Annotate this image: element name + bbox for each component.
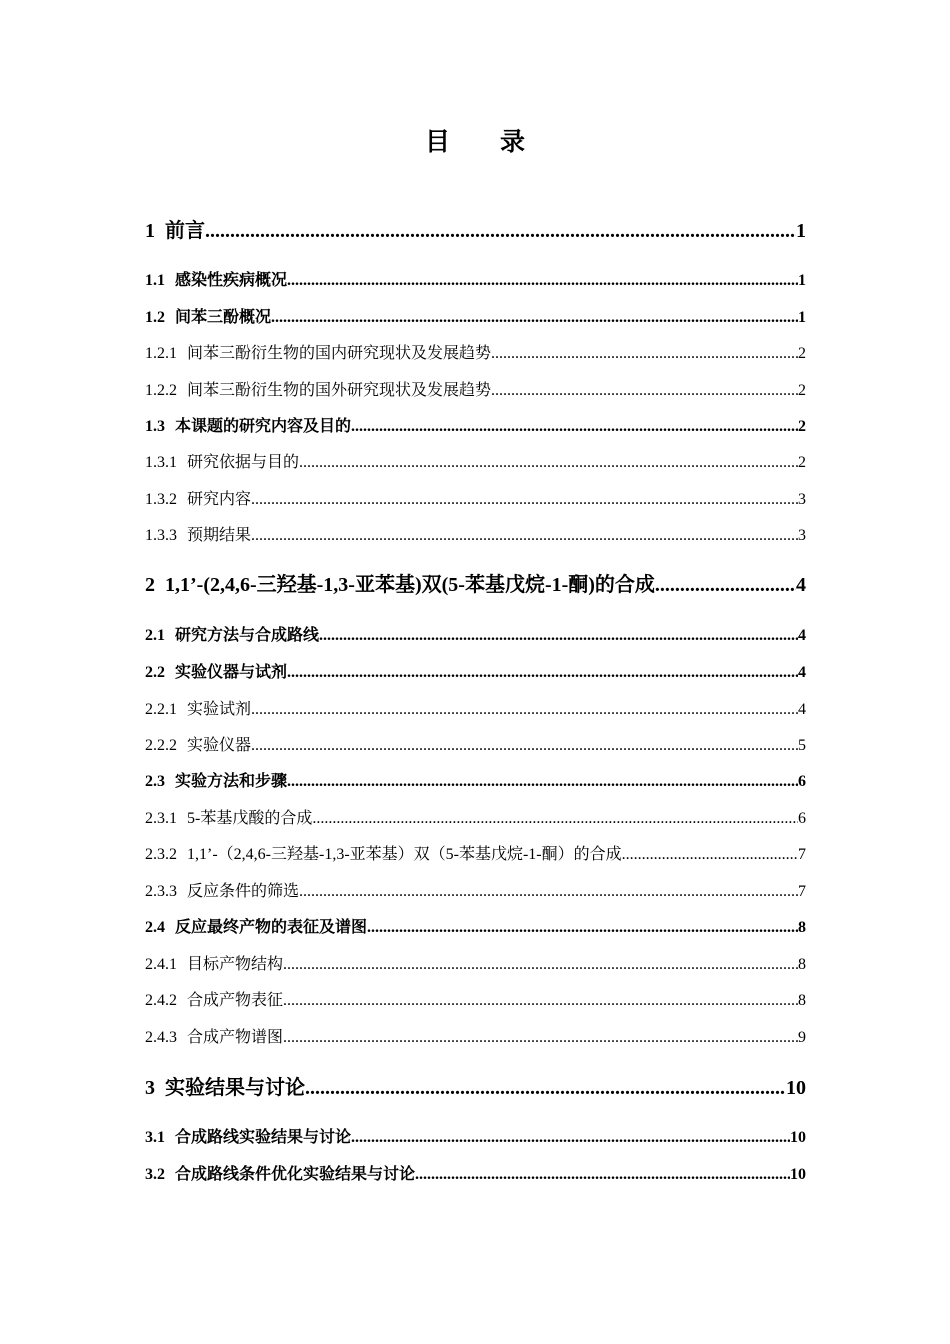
toc-entry-number: 3.2 xyxy=(145,1166,165,1183)
toc-entry-text: 研究依据与目的 xyxy=(187,454,300,471)
toc-leader-dots xyxy=(367,917,798,939)
toc-entry-number: 2 xyxy=(145,574,155,596)
toc-entry-page: 8 xyxy=(798,919,806,936)
toc-leader-dots xyxy=(287,662,798,684)
toc-entry-number: 2.3.3 xyxy=(145,883,177,900)
toc-entry-number: 1.3 xyxy=(145,418,165,435)
toc-entry[interactable] xyxy=(145,380,806,402)
toc-entry-page: 1 xyxy=(798,309,806,326)
toc-entry-page: 4 xyxy=(798,701,806,718)
toc-entry[interactable] xyxy=(145,1127,806,1149)
toc-entry-page: 8 xyxy=(798,992,806,1009)
toc-entry[interactable] xyxy=(145,771,806,793)
toc-entry-page: 10 xyxy=(786,1077,806,1099)
toc-entry-text: 实验试剂 xyxy=(187,701,252,718)
toc-entry-number: 3.1 xyxy=(145,1129,165,1146)
toc-entry-text: 合成产物谱图 xyxy=(187,1029,284,1046)
toc-entry-text: 反应最终产物的表征及谱图 xyxy=(175,919,368,936)
page-title xyxy=(0,122,950,158)
toc-entry-page: 2 xyxy=(798,382,806,399)
toc-entry-number: 2.4.3 xyxy=(145,1029,177,1046)
toc-entry[interactable] xyxy=(145,1027,806,1049)
toc-entry[interactable] xyxy=(145,990,806,1012)
toc-entry-page: 3 xyxy=(798,491,806,508)
toc-entry-number: 2.3.2 xyxy=(145,846,177,863)
toc-entry[interactable] xyxy=(145,572,806,598)
toc-entry-page: 2 xyxy=(798,454,806,471)
toc-leader-dots xyxy=(299,452,798,474)
toc-entry-page: 10 xyxy=(790,1129,806,1146)
toc-entry-number: 1.3.1 xyxy=(145,454,177,471)
toc-entry-text: 研究内容 xyxy=(187,491,252,508)
toc-entry[interactable] xyxy=(145,218,806,244)
toc-entry[interactable] xyxy=(145,416,806,438)
toc-leader-dots xyxy=(251,489,798,511)
toc-leader-dots xyxy=(299,881,798,903)
toc-entry-text: 1,1’-（2,4,6-三羟基-1,3-亚苯基）双（5-苯基戊烷-1-酮）的合成 xyxy=(187,846,622,863)
toc-entry[interactable] xyxy=(145,307,806,329)
title-char-1: 目 xyxy=(424,129,450,156)
toc-entry-text: 合成路线条件优化实验结果与讨论 xyxy=(175,1166,416,1183)
toc-entry-text: 实验方法和步骤 xyxy=(175,773,288,790)
toc-leader-dots xyxy=(251,525,798,547)
toc-entry[interactable] xyxy=(145,1075,806,1101)
toc-entry-number: 1 xyxy=(145,220,155,242)
toc-entry[interactable] xyxy=(145,489,806,511)
toc-entry-number: 2.2.2 xyxy=(145,737,177,754)
toc-leader-dots xyxy=(319,625,798,647)
toc-leader-dots xyxy=(251,735,798,757)
toc-entry[interactable] xyxy=(145,917,806,939)
toc-entry-text: 反应条件的筛选 xyxy=(187,883,300,900)
toc-entry[interactable] xyxy=(145,808,806,830)
toc-leader-dots xyxy=(491,343,798,365)
toc-entry-text: 研究方法与合成路线 xyxy=(175,627,320,644)
toc-entry-number: 1.2.2 xyxy=(145,382,177,399)
toc-entry-page: 6 xyxy=(798,810,806,827)
toc-entry-text: 感染性疾病概况 xyxy=(175,272,288,289)
toc-entry[interactable] xyxy=(145,881,806,903)
toc-entry[interactable] xyxy=(145,1164,806,1186)
toc-entry-number: 1.3.2 xyxy=(145,491,177,508)
toc-entry-number: 2.4.2 xyxy=(145,992,177,1009)
toc-entry-page: 5 xyxy=(798,737,806,754)
toc-entry-text: 间苯三酚概况 xyxy=(175,309,272,326)
toc-entry-text: 间苯三酚衍生物的国外研究现状及发展趋势 xyxy=(187,382,492,399)
toc-entry-page: 6 xyxy=(798,773,806,790)
toc-entry-page: 3 xyxy=(798,527,806,544)
toc-leader-dots xyxy=(491,380,798,402)
title-char-2: 录 xyxy=(500,129,526,156)
toc-entry-text: 前言 xyxy=(165,220,205,242)
toc-entry-number: 2.4.1 xyxy=(145,956,177,973)
toc-entry-page: 2 xyxy=(798,418,806,435)
toc-entry-number: 2.1 xyxy=(145,627,165,644)
toc-entry-page: 4 xyxy=(798,627,806,644)
toc-leader-dots xyxy=(415,1164,790,1186)
toc-entry-text: 实验仪器与试剂 xyxy=(175,664,288,681)
toc-leader-dots xyxy=(271,307,798,329)
toc-entry[interactable] xyxy=(145,735,806,757)
toc-leader-dots xyxy=(312,808,798,830)
toc-entry-number: 1.2 xyxy=(145,309,165,326)
toc-entry[interactable] xyxy=(145,954,806,976)
toc-entry-page: 7 xyxy=(798,846,806,863)
toc-leader-dots xyxy=(283,990,798,1012)
toc-entry[interactable] xyxy=(145,270,806,292)
toc-entry[interactable] xyxy=(145,662,806,684)
toc-entry-number: 2.3 xyxy=(145,773,165,790)
toc-leader-dots xyxy=(351,1127,790,1149)
toc-entry-text: 实验仪器 xyxy=(187,737,252,754)
toc-entry[interactable] xyxy=(145,625,806,647)
toc-entry-text: 间苯三酚衍生物的国内研究现状及发展趋势 xyxy=(187,345,492,362)
toc-entry[interactable] xyxy=(145,699,806,721)
toc-entry-text: 实验结果与讨论 xyxy=(165,1077,305,1099)
toc-entry-number: 2.2 xyxy=(145,664,165,681)
toc-entry-number: 2.2.1 xyxy=(145,701,177,718)
toc-entry-text: 1,1’-(2,4,6-三羟基-1,3-亚苯基)双(5-苯基戊烷-1-酮)的合成 xyxy=(165,574,655,596)
toc-leader-dots xyxy=(283,954,798,976)
toc-entry-text: 预期结果 xyxy=(187,527,252,544)
toc-entry-page: 7 xyxy=(798,883,806,900)
toc-entry[interactable] xyxy=(145,452,806,474)
toc-entry-page: 10 xyxy=(790,1166,806,1183)
toc-entry-number: 1.1 xyxy=(145,272,165,289)
toc-entry-text: 目标产物结构 xyxy=(187,956,284,973)
toc-leader-dots xyxy=(655,572,796,598)
toc-leader-dots xyxy=(283,1027,798,1049)
toc-leader-dots xyxy=(205,218,796,244)
toc-entry-page: 9 xyxy=(798,1029,806,1046)
toc-entry-number: 2.3.1 xyxy=(145,810,177,827)
toc-entry[interactable] xyxy=(145,525,806,547)
toc-entry-page: 1 xyxy=(798,272,806,289)
toc-entry-number: 3 xyxy=(145,1077,155,1099)
toc-entry-page: 8 xyxy=(798,956,806,973)
toc-leader-dots xyxy=(622,844,798,866)
toc-entry-page: 4 xyxy=(798,664,806,681)
toc-entry-number: 1.2.1 xyxy=(145,345,177,362)
toc-entry-number: 1.3.3 xyxy=(145,527,177,544)
toc-entry-text: 合成产物表征 xyxy=(187,992,284,1009)
toc-leader-dots xyxy=(287,270,798,292)
toc-leader-dots xyxy=(305,1075,786,1101)
toc-entry[interactable] xyxy=(145,844,806,866)
toc-entry[interactable] xyxy=(145,343,806,365)
toc-entry-text: 合成路线实验结果与讨论 xyxy=(175,1129,352,1146)
toc-entry-page: 4 xyxy=(796,574,806,596)
toc-entry-text: 本课题的研究内容及目的 xyxy=(175,418,352,435)
toc-entry-page: 1 xyxy=(796,220,806,242)
toc-leader-dots xyxy=(351,416,798,438)
toc-entry-text: 5-苯基戊酸的合成 xyxy=(187,810,313,827)
toc-leader-dots xyxy=(251,699,798,721)
toc-leader-dots xyxy=(287,771,798,793)
toc-entry-page: 2 xyxy=(798,345,806,362)
toc-entry-number: 2.4 xyxy=(145,919,165,936)
